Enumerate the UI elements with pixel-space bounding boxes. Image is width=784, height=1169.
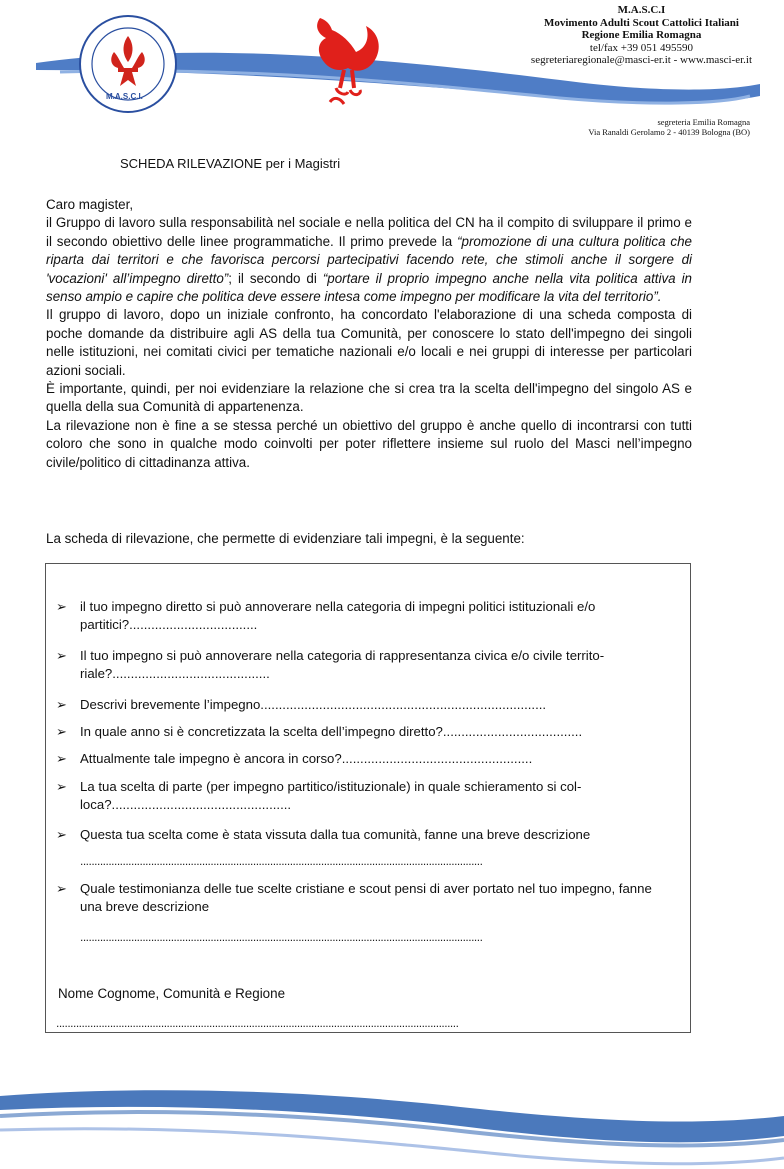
org-office: segreteria Emilia Romagna	[657, 117, 750, 127]
arrow-icon: ➢	[56, 881, 68, 896]
org-address-block	[588, 117, 750, 137]
logo-bottom-text: M.A.S.C.I.	[106, 92, 143, 101]
p1-text-c: ; il secondo di	[228, 270, 323, 286]
rooster-logo	[300, 12, 390, 112]
paragraph-2: Il gruppo di lavoro, dopo un iniziale confronto, ha concordato l'elaborazione di una scheda composta di poche domande da distribuire agli AS della tua Comunità, per conoscere lo stato dell'impegno dei singoli nelle istituzioni, nei comitati civici per tematiche nazionali e/o locali e nei gruppi di interesse per particolari azioni sociali.	[46, 307, 692, 378]
letter-body	[46, 196, 692, 472]
answer-line-7[interactable]: ..............................................................................................................................................	[80, 854, 483, 868]
arrow-icon: ➢	[56, 724, 68, 739]
arrow-icon: ➢	[56, 751, 68, 766]
arrow-icon: ➢	[56, 697, 68, 712]
arrow-icon: ➢	[56, 648, 68, 663]
name-line[interactable]: ..............................................................................................................................................	[56, 1016, 459, 1030]
document-title: SCHEDA RILEVAZIONE per i Magistri	[120, 156, 341, 171]
footer-swoosh	[0, 1070, 784, 1169]
name-label: Nome Cognome, Comunità e Regione	[58, 986, 286, 1001]
question-5: ➢ Attualmente tale impegno è ancora in corso?....................................................	[56, 751, 533, 766]
org-address: Via Ranaldi Gerolamo 2 - 40139 Bologna (BO)	[588, 127, 750, 137]
question-6: ➢ La tua scelta di parte (per impegno partitico/istituzionale) in quale schieramento si col-loca?.................................................	[56, 779, 582, 812]
org-phone: tel/fax +39 051 495590	[589, 41, 693, 54]
org-full-name: Movimento Adulti Scout Cattolici Italiani	[543, 16, 739, 29]
arrow-icon: ➢	[56, 827, 68, 842]
question-4: ➢ In quale anno si è concretizzata la scelta dell’impegno diretto?......................................	[56, 724, 583, 739]
p1-text-a: il Gruppo di lavoro sulla responsabilità nel sociale e nella politica del CN ha il compito di sviluppare il primo e il secondo obiettivo delle linee programmatiche. Il primo prevede la	[46, 215, 692, 249]
form-intro: La scheda di rilevazione, che permette di evidenziare tali impegni, è la seguente:	[46, 531, 525, 546]
arrow-icon: ➢	[56, 779, 68, 794]
question-8: ➢ Quale testimonianza delle tue scelte cristiane e scout pensi di aver portato nel tuo impegno, fanne una breve descrizione	[56, 881, 652, 914]
org-region: Regione Emilia Romagna	[581, 29, 702, 41]
paragraph-3: È importante, quindi, per noi evidenziare la relazione che si crea tra la scelta dell'impegno del singolo AS e quella della sua Comunità di appartenenza.	[46, 381, 692, 415]
survey-form-box	[45, 563, 691, 1033]
question-7: ➢ Questa tua scelta come è stata vissuta dalla tua comunità, fanne una breve descrizione	[56, 827, 591, 842]
organization-header	[531, 4, 752, 67]
question-2: ➢ Il tuo impegno si può annoverare nella categoria di rappresentanza civica e/o civile territo-riale?...........................................	[56, 648, 605, 681]
org-acronym: M.A.S.C.I	[617, 4, 666, 16]
paragraph-4: La rilevazione non è fine a se stessa perché un obiettivo del gruppo è anche quello di incontrarsi con tutti coloro che sono in qualche modo coinvolti per poter riflettere insieme sul ruolo del Masci nell’impegno civile/politico di cittadinanza attiva.	[46, 417, 692, 470]
arrow-icon: ➢	[56, 599, 68, 614]
greeting: Caro magister,	[46, 197, 134, 212]
paragraph-1	[46, 214, 692, 306]
question-1: ➢ il tuo impegno diretto si può annoverare nella categoria di impegni politici istituzionali e/o partitici?...................................	[56, 599, 596, 632]
p1-quote-2: “portare il proprio impegno anche nella vita politica attiva in senso ampio e capire che politica deve essere intesa come impegno per modificare la vita del territorio”.	[46, 270, 693, 305]
p1-quote-1: “promozione di una cultura politica che riparta dai territori e che favorisca percorsi partecipativi facendo rete, che stimoli anche il sorgere di 'vocazioni' all’impegno diretto”	[46, 233, 692, 286]
answer-line-8[interactable]: ..............................................................................................................................................	[80, 930, 483, 944]
question-3: ➢ Descrivi brevemente l’impegno..............................................................................	[56, 697, 547, 712]
org-contacts: segreteriaregionale@masci-er.it - www.masci-er.it	[530, 54, 752, 66]
